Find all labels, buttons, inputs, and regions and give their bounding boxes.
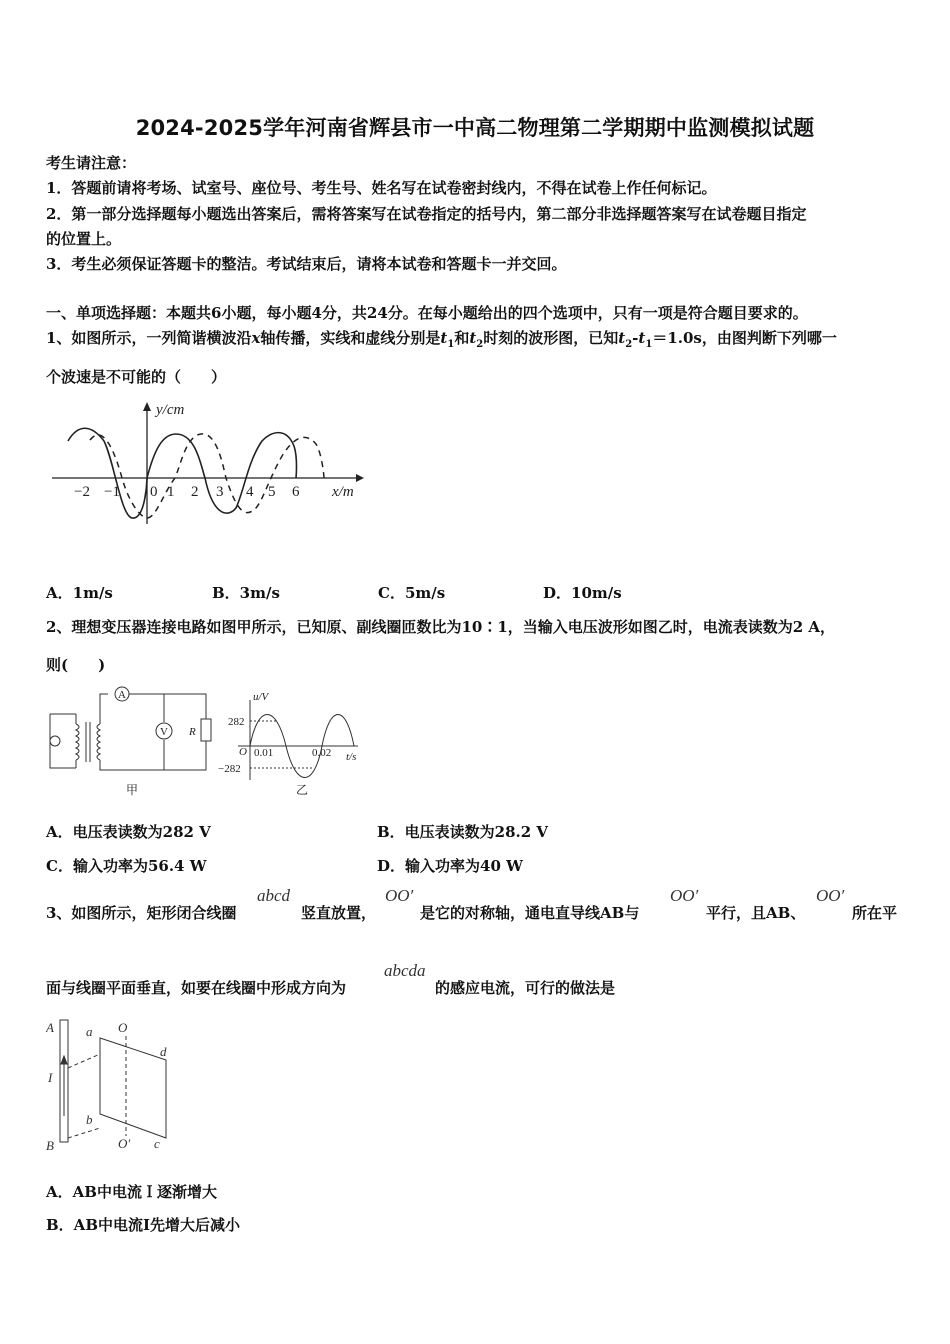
svg-text:t/s: t/s	[346, 751, 357, 763]
q2-option-b: B．电压表读数为28.2 V	[377, 823, 549, 841]
svg-text:乙: 乙	[296, 783, 309, 797]
svg-text:c: c	[154, 1136, 160, 1151]
q2-option-d: D．输入功率为40 W	[377, 857, 523, 875]
q1-wave-graph	[46, 396, 376, 531]
q1-option-c: C．5m/s	[378, 584, 446, 602]
q3-option-a: A．AB中电流Ｉ逐渐增大	[46, 1183, 217, 1201]
notice-item-2: 2．第一部分选择题每小题选出答案后，需将答案写在试卷指定的括号内，第二部分非选择题答案写在试卷题目指定	[46, 205, 807, 223]
svg-text:O: O	[118, 1020, 128, 1035]
svg-text:甲: 甲	[126, 783, 139, 797]
notice-heading: 考生请注意：	[46, 154, 137, 172]
q2-stem-line2: 则( )	[46, 656, 106, 674]
q3-stem-p2: 竖直放置，	[301, 904, 377, 922]
q1-option-a: A．1m/s	[46, 584, 113, 602]
q3-stem-l2b: 的感应电流，可行的做法是	[435, 979, 616, 997]
q1-tick: 6	[292, 484, 300, 500]
svg-text:b: b	[86, 1112, 93, 1127]
q3-math-oo-2: OO′	[670, 886, 699, 905]
q2-stem-line1: 2、理想变压器连接电路如图甲所示，已知原、副线圈匝数比为10∶1，当输入电压波形如图乙时，电流表读数为2 A，	[46, 618, 836, 636]
notice-item-2-cont: 的位置上。	[46, 230, 122, 248]
svg-text:V: V	[160, 726, 168, 738]
q3-stem-p5: 所在平	[852, 904, 898, 922]
q2-circuit-figure	[46, 684, 376, 802]
q1-tick: 2	[191, 484, 199, 500]
svg-text:−282: −282	[218, 763, 241, 775]
q2-option-a: A．电压表读数为282 V	[46, 823, 211, 841]
svg-text:A: A	[118, 689, 126, 701]
svg-text:282: 282	[228, 716, 245, 728]
q3-coil-figure	[46, 1016, 186, 1156]
svg-text:B: B	[46, 1138, 54, 1153]
section-heading: 一、单项选择题：本题共6小题，每小题4分，共24分。在每小题给出的四个选项中，只有一项是符合题目要求的。	[46, 304, 808, 322]
q1-x-axis-label: x/m	[332, 484, 354, 500]
svg-text:I: I	[48, 1070, 53, 1085]
q3-math-oo-3: OO′	[816, 886, 845, 905]
q3-stem-p3: 是它的对称轴，通电直导线AB与	[420, 904, 640, 922]
q3-math-abcda: abcda	[384, 961, 426, 980]
svg-text:0.02: 0.02	[312, 747, 332, 759]
q1-stem-line2: 个波速是不可能的（ ）	[46, 368, 227, 386]
svg-text:O′: O′	[118, 1136, 131, 1151]
q3-math-oo-1: OO′	[385, 886, 414, 905]
svg-text:d: d	[160, 1044, 167, 1059]
q1-tick: 4	[246, 484, 254, 500]
q3-stem-p1: 3、如图所示，矩形闭合线圈	[46, 904, 237, 922]
q2-option-c: C．输入功率为56.4 W	[46, 857, 207, 875]
notice-item-3: 3．考生必须保证答题卡的整洁。考试结束后，请将本试卷和答题卡一并交回。	[46, 255, 567, 273]
q1-option-d: D．10m/s	[543, 584, 622, 602]
page-title: 2024-2025学年河南省辉县市一中高二物理第二学期期中监测模拟试题	[135, 116, 815, 140]
q1-tick: 1	[167, 484, 175, 500]
svg-text:R: R	[189, 726, 196, 738]
q3-stem-l2a: 面与线圈平面垂直，如要在线圈中形成方向为	[46, 979, 347, 997]
q3-stem-p4: 平行，且AB、	[706, 904, 806, 922]
q3-math-abcd: abcd	[257, 886, 291, 905]
svg-text:0.01: 0.01	[254, 747, 274, 759]
q1-tick: 3	[216, 484, 224, 500]
svg-text:a: a	[86, 1024, 93, 1039]
q1-tick: −1	[104, 484, 120, 500]
svg-text:u/V: u/V	[253, 691, 269, 703]
q1-tick: 5	[268, 484, 276, 500]
notice-item-1: 1．答题前请将考场、试室号、座位号、考生号、姓名写在试卷密封线内，不得在试卷上作任何标记。	[46, 179, 717, 197]
svg-text:A: A	[46, 1020, 54, 1035]
q1-option-b: B．3m/s	[212, 584, 280, 602]
q3-option-b: B．AB中电流I先增大后减小	[46, 1216, 241, 1234]
svg-text:O: O	[239, 746, 247, 758]
q1-y-axis-label: y/cm	[156, 402, 185, 418]
q1-tick: 0	[150, 484, 158, 500]
q1-stem-line1: 1、如图所示，一列简谐横波沿x轴传播，实线和虚线分别是$t_1$和$t_2$时刻的波形图，已知$t_2-t_1=1.0s$，由图判断下列哪一	[46, 329, 837, 350]
q1-tick: −2	[74, 484, 90, 500]
